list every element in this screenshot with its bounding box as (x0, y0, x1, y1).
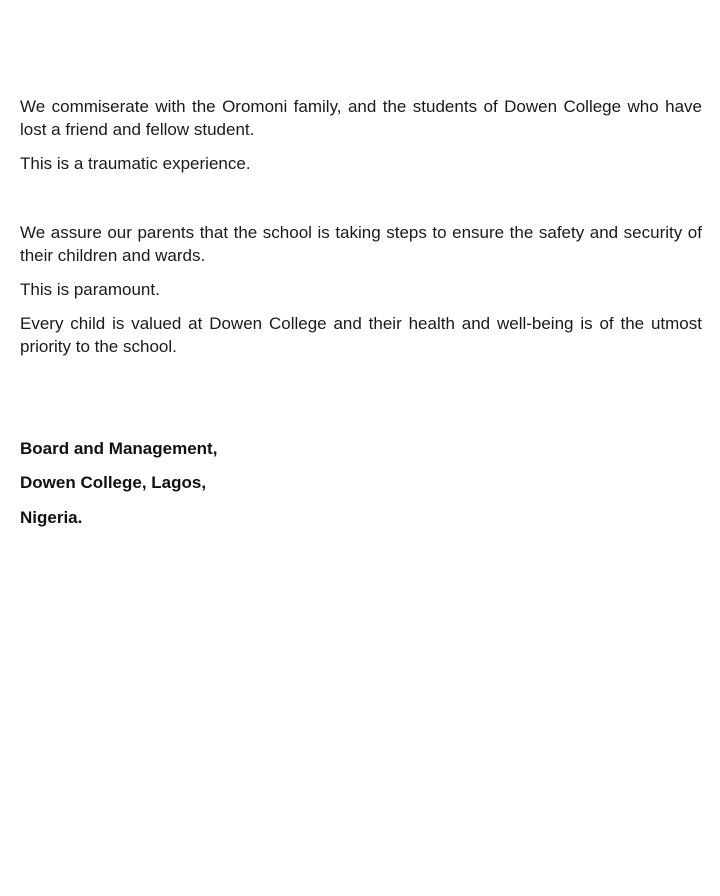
safety-assurance-paragraph: We assure our parents that the school is taking steps to ensure the safety and security of their children and wards. (20, 223, 702, 265)
child-valued-paragraph: Every child is valued at Dowen College and their health and well-being is of the utmost priority to the school. (20, 314, 702, 356)
signature-board-line: Board and Management, (20, 439, 218, 458)
traumatic-experience-paragraph: This is a traumatic experience. (20, 154, 251, 173)
paramount-paragraph: This is paramount. (20, 280, 160, 299)
signature-college-line: Dowen College, Lagos, (20, 473, 207, 492)
signature-country-line: Nigeria. (20, 508, 83, 527)
condolence-paragraph: We commiserate with the Oromoni family, and the students of Dowen College who have lost a friend and fellow student. (20, 97, 702, 139)
